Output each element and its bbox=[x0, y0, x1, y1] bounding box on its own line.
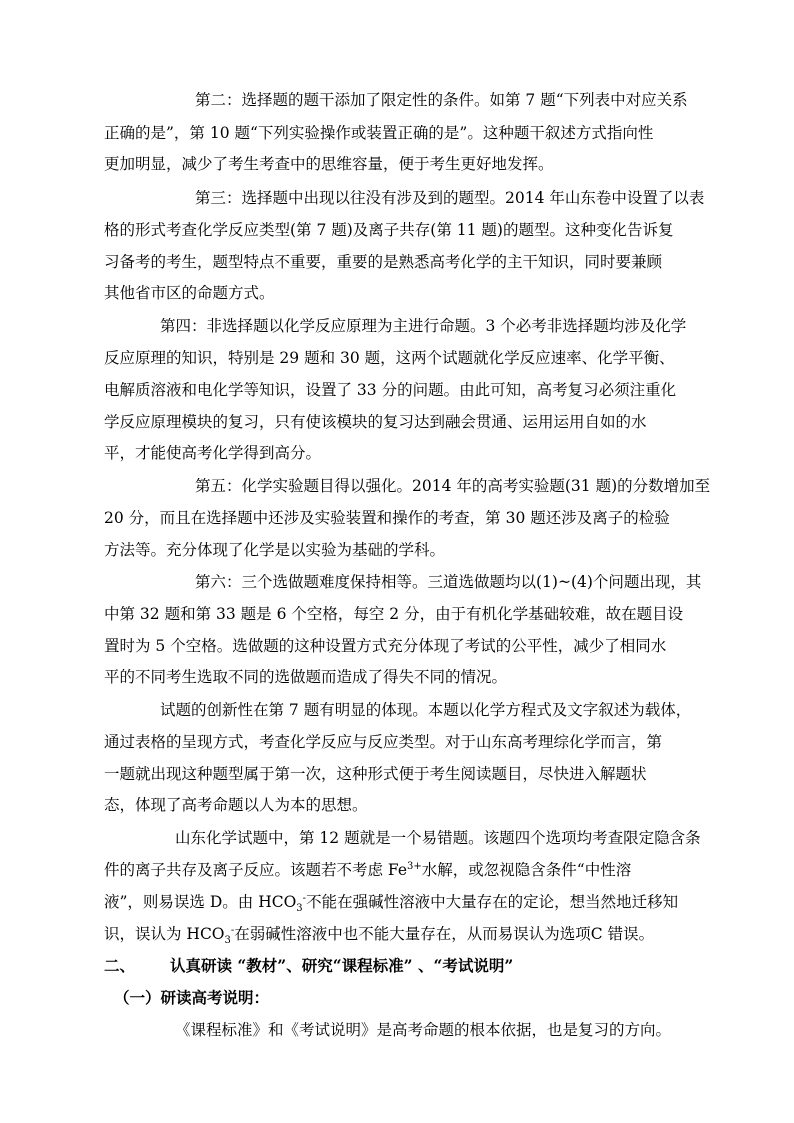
paragraph-fifth-line-1: 第五：化学实验题目得以强化。2014 年的高考实验题(31 题)的分数增加至 bbox=[195, 477, 711, 495]
paragraph-second-line-2: 正确的是”，第 10 题“下列实验操作或装置正确的是”。这种题干叙述方式指向性 bbox=[104, 124, 654, 142]
q12-line-3-text-a: 液”，则易误选 D。由 HCO bbox=[104, 893, 297, 911]
paragraph-q12-line-2 bbox=[104, 860, 631, 880]
paragraph-third-line-4: 其他省市区的命题方式。 bbox=[104, 284, 275, 302]
q12-line-4-text-a: 识，误认为 HCO bbox=[104, 925, 225, 943]
paragraph-fifth-line-2: 20 分，而且在选择题中还涉及实验装置和操作的考查，第 30 题还涉及离子的检验 bbox=[104, 509, 670, 527]
paragraph-fourth-line-4: 学反应原理模块的复习，只有使该模块的复习达到融会贯通、运用运用自如的水 bbox=[104, 413, 647, 431]
closing-line: 《课程标准》和《考试说明》是高考命题的根本依据，也是复习的方向。 bbox=[175, 1021, 672, 1039]
paragraph-fourth-line-5: 平，才能使高考化学得到高分。 bbox=[104, 444, 322, 462]
paragraph-sixth-line-4: 平的不同考生选取不同的选做题而造成了得失不同的情况。 bbox=[104, 668, 508, 686]
paragraph-sixth-line-3: 置时为 5 个空格。选做题的这种设置方式充分体现了考试的公平性，减少了相同水 bbox=[104, 637, 667, 655]
q12-line-2-text-a: 件的离子共存及离子反应。该题若不考虑 Fe bbox=[104, 861, 408, 879]
q12-line-4-text-b: 在弱碱性溶液中也不能大量存在，从而易误认为选项C 错误。 bbox=[234, 925, 655, 943]
paragraph-third-line-2: 格的形式考查化学反应类型(第 7 题)及离子共存(第 11 题)的题型。这种变化告诉复 bbox=[104, 221, 674, 239]
paragraph-sixth-line-1: 第六：三个选做题难度保持相等。三道选做题均以(1)~(4)个问题出现，其 bbox=[195, 573, 702, 591]
paragraph-third-line-1: 第三：选择题中出现以往没有涉及到的题型。2014 年山东卷中设置了以表 bbox=[195, 189, 705, 207]
paragraph-q12-line-1: 山东化学试题中，第 12 题就是一个易错题。该题四个选项均考查限定隐含条 bbox=[175, 829, 701, 847]
paragraph-q12-line-3 bbox=[104, 892, 679, 915]
q12-line-3-text-b: 不能在强碱性溶液中大量存在的定论，想当然地迁移知 bbox=[306, 893, 679, 911]
fe-charge: 3+ bbox=[407, 860, 422, 872]
paragraph-fourth-line-1: 第四：非选择题以化学反应原理为主进行命题。3 个必考非选择题均涉及化学 bbox=[160, 317, 687, 335]
hco3-subscript-2: 3 bbox=[224, 935, 231, 947]
paragraph-sixth-line-2: 中第 32 题和第 33 题是 6 个空格，每空 2 分，由于有机化学基础较难，故在题目设 bbox=[104, 605, 684, 623]
paragraph-second-line-1: 第二：选择题的题干添加了限定性的条件。如第 7 题“下列表中对应关系 bbox=[195, 91, 688, 109]
hco3-subscript: 3 bbox=[296, 903, 303, 915]
paragraph-innovation-line-3: 一题就出现这种题型属于第一次，这种形式便于考生阅读题目，尽快进入解题状 bbox=[104, 765, 647, 783]
hco3-charge: - bbox=[302, 892, 307, 904]
q12-line-2-text-b: 水解，或忽视隐含条件“中性溶 bbox=[421, 861, 632, 879]
paragraph-innovation-line-2: 通过表格的呈现方式，考查化学反应与反应类型。对于山东高考理综化学而言，第 bbox=[104, 733, 663, 751]
paragraph-third-line-3: 习备考的考生，题型特点不重要，重要的是熟悉高考化学的主干知识，同时要兼顾 bbox=[104, 253, 663, 271]
paragraph-innovation-line-4: 态，体现了高考命题以人为本的思想。 bbox=[104, 796, 368, 814]
paragraph-fifth-line-3: 方法等。充分体现了化学是以实验为基础的学科。 bbox=[104, 541, 446, 559]
paragraph-second-line-3: 更加明显，减少了考生考查中的思维容量，便于考生更好地发挥。 bbox=[104, 155, 554, 173]
sub-heading: （一）研读高考说明： bbox=[114, 988, 270, 1007]
paragraph-fourth-line-3: 电解质溶液和电化学等知识，设置了 33 分的问题。由此可知，高考复习必须注重化 bbox=[104, 381, 677, 399]
hco3-charge-2: - bbox=[230, 924, 235, 936]
paragraph-innovation-line-1: 试题的创新性在第 7 题有明显的体现。本题以化学方程式及文字叙述为载体， bbox=[160, 701, 692, 719]
paragraph-q12-line-4 bbox=[104, 924, 655, 947]
section-heading-text: 认真研读 “教材”、研究“课程标准” 、“考试说明” bbox=[170, 956, 514, 975]
section-heading-number: 二、 bbox=[104, 956, 136, 975]
paragraph-fourth-line-2: 反应原理的知识，特别是 29 题和 30 题，这两个试题就化学反应速率、化学平衡、 bbox=[104, 349, 675, 367]
